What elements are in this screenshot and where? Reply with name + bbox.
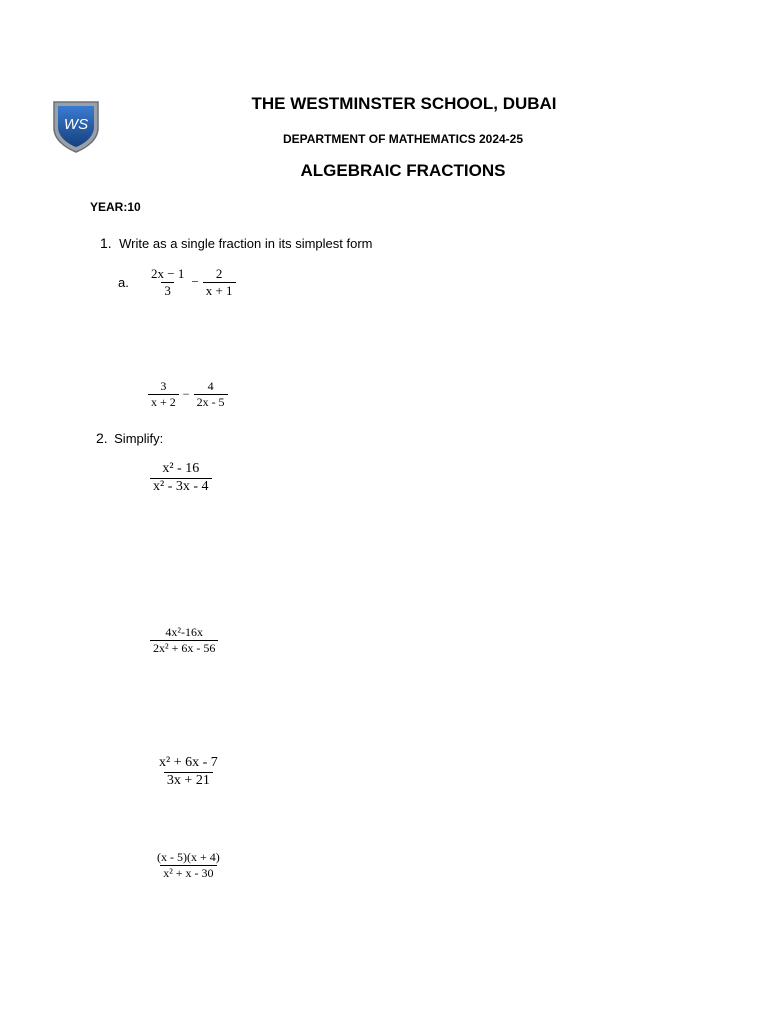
- logo-text: WS: [63, 116, 89, 133]
- question-text: Write as a single fraction in its simplest form: [119, 236, 373, 251]
- minus-operator: −: [182, 386, 190, 401]
- expression-1a: [148, 267, 236, 297]
- topic-title: ALGEBRAIC FRACTIONS: [300, 161, 506, 180]
- minus-operator: −: [191, 274, 199, 290]
- expression-2d: [154, 851, 223, 879]
- expression-2c: [156, 756, 221, 788]
- fraction: $\frac{\text{4x²-16x}}{\text{2x² + 6x - 56}}$: [150, 626, 218, 654]
- question-2: [96, 430, 163, 448]
- expression-2a: [150, 462, 212, 494]
- fraction: $\frac{(x - 5)(x + 4)}{\text{x² + x - 30}}$: [157, 850, 220, 880]
- question-text: Simplify:: [114, 431, 164, 446]
- question-1: [100, 235, 372, 253]
- fraction: $\frac{4}{2x - 5}$: [194, 380, 228, 408]
- expression-2b: [150, 626, 218, 654]
- department-title: DEPARTMENT OF MATHEMATICS 2024-25: [282, 132, 524, 146]
- fraction: $\frac{\text{x² - 16}}{\text{x² - 3x - 4}}$: [150, 462, 212, 494]
- school-title: THE WESTMINSTER SCHOOL, DUBAI: [251, 94, 557, 113]
- part-label: a.: [118, 275, 129, 290]
- fraction: $\frac{2}{x + 1}$: [203, 267, 236, 297]
- fraction: $\frac{\text{x² + 6x - 7}}{3x + 21}$: [159, 755, 218, 788]
- expression-1b: [148, 380, 228, 408]
- year-label: YEAR:10: [90, 200, 141, 214]
- fraction: $\frac{2x - 1}{3}$: [151, 266, 185, 298]
- question-number: 2.: [96, 430, 108, 446]
- fraction: $\frac{3}{x + 2}$: [148, 380, 179, 408]
- question-number: 1.: [100, 235, 112, 251]
